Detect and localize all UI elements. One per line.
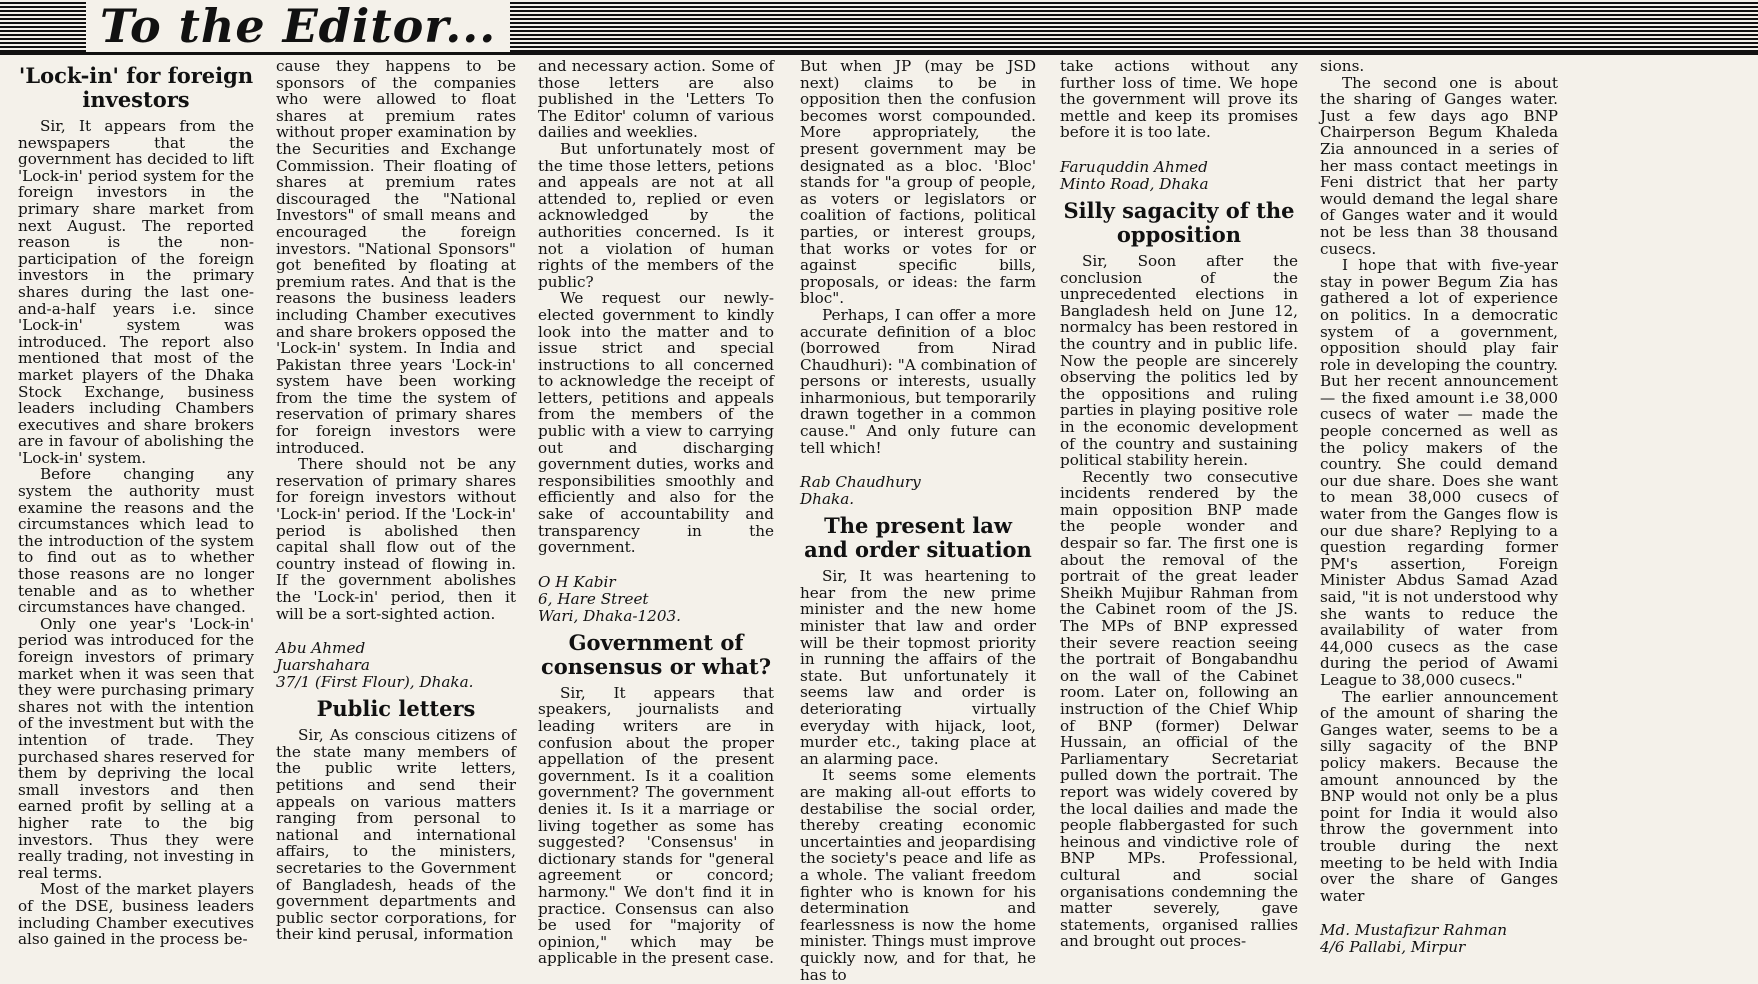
letter-paragraph: Sir, Soon after the conclusion of the unprecedented elections in Bangladesh held on June 12, normalcy has been restored in the country and in public life. Now the people are sincerely observing the politics led by the oppositions and ruling parties in playing positive role in the economic development of the country and sustaining political stability herein. xyxy=(1060,251,1298,470)
letter-paragraph: cause they happens to be sponsors of the companies who were allowed to float shares at premium rates without proper examination by the Securities and Exchange Commission. Their floating of shares at premium rates discouraged the "National Investors" of small means and encouraged the foreign investors. "National Sponsors" got benefited by floating at premium rates. And that is the reasons the business leaders including Chamber executives and share brokers opposed the 'Lock-in' system. In India and Pakistan three years 'Lock-in' system have been working from the time the system of reservation of primary shares for foreign investors were introduced. xyxy=(276,57,516,457)
letter-paragraph: Before changing any system the authority must examine the reasons and the circumstances which lead to the introduction of the system to find out as to whether those reasons are no longer tenable and as to whether circumstances have changed. xyxy=(18,465,254,617)
signature-address: Wari, Dhaka-1203. xyxy=(538,606,681,625)
signature-address: 37/1 (First Flour), Dhaka. xyxy=(276,673,474,692)
signature-name: Rab Chaudhury xyxy=(800,473,921,492)
masthead-title: To the Editor... xyxy=(86,0,510,52)
column-2 xyxy=(276,58,516,944)
letter-paragraph: We request our newly-elected government to kindly look into the matter and to issue strict and special instructions to all concerned to acknowledge the receipt of letters, petitions and appeals from the members of the public with a view to carrying out and discharging government duties, works and responsibilities smoothly and efficiently and also for the sake of accountability and transparency in the government. xyxy=(538,289,774,557)
letter-paragraph: Recently two consecutive incidents rendered by the main opposition BNP made the people wonder and despair so far. The first one is about the removal of the portrait of the great leader Sheikh Mujibur Rahman from the Cabinet room of the JS. The MPs of BNP expressed their severe reaction seeing the portrait of Bongabandhu on the wall of the Cabinet room. Later on, following an instruction of the Chief Whip of BNP (former) Delwar Hussain, an official of the Parliamentary Secretariat pulled down the portrait. The report was widely covered by the local dailies and made the people flabbergasted for such heinous and vindictive role of BNP MPs. Professional, cultural and social organisations condemning the matter severely, gave statements, organised rallies and brought out proces- xyxy=(1060,467,1298,951)
letter-paragraph: sions. xyxy=(1320,57,1365,75)
signature-name: Faruquddin Ahmed xyxy=(1060,157,1208,176)
letter-paragraph: Most of the market players of the DSE, business leaders including Chamber executives also gained in the process be- xyxy=(18,880,254,949)
letter-paragraph: But when JP (may be JSD next) claims to be in opposition then the confusion becomes worst compounded. More appropriately, the present government may be designated as a bloc. 'Bloc' stands for "a group of people, as voters or legislators or coalition of factions, political parties, or interest groups, that works or votes for or against specific bills, proposals, or ideas: the farm bloc". xyxy=(800,57,1036,308)
column-4 xyxy=(800,57,1036,984)
column-5 xyxy=(1060,57,1298,951)
letter-signature xyxy=(538,574,774,625)
letter-paragraph: and necessary action. Some of those letters are also published in the 'Letters To The Editor' column of various dailies and weeklies. xyxy=(538,57,774,142)
letter-heading-silly-sagacity: Silly sagacity of the opposition xyxy=(1063,197,1295,247)
letter-signature xyxy=(1060,159,1298,193)
signature-address: Minto Road, Dhaka xyxy=(1060,174,1209,193)
column-3 xyxy=(538,57,774,968)
letter-heading-law-and-order: The present law and order situation xyxy=(804,513,1032,563)
letter-paragraph: take actions without any further loss of time. We hope the government will prove its mettle and keep its promises before it is too late. xyxy=(1060,57,1298,142)
letter-heading-government-consensus: Government of consensus or what? xyxy=(540,629,772,679)
letter-paragraph: Perhaps, I can offer a more accurate definition of a bloc (borrowed from Nirad Chaudhuri): "A combination of persons or interests, usually inharmonious, but temporarily drawn together in a common cause." And only future can tell which! xyxy=(800,305,1036,457)
letter-paragraph: Sir, It was heartening to hear from the new prime minister and the new home minister that law and order will be their topmost priority in running the affairs of the state. But unfortunately it seems law and order is deteriorating virtually everyday with hijack, loot, murder etc., taking place at an alarming pace. xyxy=(800,567,1036,768)
letter-paragraph: I hope that with five-year stay in power Begum Zia has gathered a lot of experience on politics. In a democratic system of a government, opposition should play fair role in developing the country. But her recent announcement — the fixed amount i.e 38,000 cusecs of water — made the people concerned as well as the policy makers of the country. She could demand our due share. Does she want to mean 38,000 cusecs of water from the Ganges flow is our due share? Replying to a question regarding former PM's assertion, Foreign Minister Abdus Samad Azad said, "it is not understood why she wants to reduce the availability of water from 44,000 cusecs as the case during the period of Awami League to 38,000 cusecs." xyxy=(1320,256,1558,689)
signature-name: Md. Mustafizur Rahman xyxy=(1320,921,1508,940)
letter-paragraph: Sir, It appears from the newspapers that the government has decided to lift 'Lock-in' period system for the foreign investors in the primary share market from next August. The reported reason is the non-participation of the foreign investors in the primary shares during the last one-and-a-half years i.e. since 'Lock-in' system was introduced. The report also mentioned that most of the market players of the Dhaka Stock Exchange, business leaders including Chambers executives and share brokers are in favour of abolishing the 'Lock-in' system. xyxy=(18,117,254,467)
letter-paragraph: But unfortunately most of the time those letters, petions and appeals are not at all attended to, replied or even acknowledged by the authorities concerned. Is it not a violation of human rights of the members of the public? xyxy=(538,139,774,291)
letter-signature xyxy=(1320,922,1558,956)
letter-signature xyxy=(800,474,1036,508)
column-1 xyxy=(18,58,254,949)
letter-paragraph: Sir, It appears that speakers, journalists and leading writers are in confusion about the proper appellation of the present government. Is it a coalition government? The government denies it. Is it a marriage or living together as some has suggested? 'Consensus' in dictionary stands for "general agreement or concord; harmony." We don't find it in practice. Consensus can also be used for "majority of opinion," which may be applicable in the present case. xyxy=(538,683,774,968)
signature-address: Juarshahara xyxy=(276,656,370,675)
letter-paragraph: The earlier announcement of the amount of sharing the Ganges water, seems to be a silly sagacity of the BNP policy makers. Because the amount announced by the BNP would not only be a plus point for India it would also throw the government into trouble during the next meeting to be held with India over the share of Ganges water xyxy=(1320,687,1558,905)
letter-signature xyxy=(276,640,516,691)
letter-heading-lock-in: 'Lock-in' for foreign investors xyxy=(18,63,254,112)
signature-address: 6, Hare Street xyxy=(538,589,649,608)
masthead-banner xyxy=(0,0,1758,55)
signature-address: Dhaka. xyxy=(800,490,855,509)
letter-paragraph: There should not be any reservation of primary shares for foreign investors without 'Lock-in' period. If the 'Lock-in' period is abolished then capital shall flow out of the country instead of flowing in. If the government abolishes the 'Lock-in' period, then it will be a sort-sighted action. xyxy=(276,455,516,623)
signature-address: 4/6 Pallabi, Mirpur xyxy=(1320,938,1466,957)
letter-paragraph: It seems some elements are making all-out efforts to destabilise the social order, thereby creating economic uncertainties and jeopardising the society's peace and life as a whole. The valiant freedom fighter who is known for his determination and fearlessness is now the home minister. Things must improve quickly now, and for that, he has to xyxy=(800,766,1036,984)
letter-paragraph: The second one is about the sharing of Ganges water. Just a few days ago BNP Chairperson Begum Khaleda Zia announced in a series of her mass contact meetings in Feni district that her party would demand the legal share of Ganges water and it would not be less than 38 thousand cusecs. xyxy=(1320,73,1558,258)
signature-name: O H Kabir xyxy=(538,572,616,591)
column-6 xyxy=(1320,57,1558,957)
letter-heading-public-letters: Public letters xyxy=(316,696,476,722)
signature-name: Abu Ahmed xyxy=(276,639,366,658)
letter-paragraph: Only one year's 'Lock-in' period was introduced for the foreign investors of primary market when it was seen that they were purchasing primary shares not with the intention of the investment but with the intention of trade. They purchased shares reserved for them by depriving the local small investors and then earned profit by selling at a higher rate to the big investors. Thus they were really trading, not investing in real terms. xyxy=(18,614,254,882)
letter-paragraph: Sir, As conscious citizens of the state many members of the public write letters, petitions and send their appeals on various matters ranging from personal to national and international affairs, to the ministers, secretaries to the Government of Bangladesh, heads of the government departments and public sector corporations, for their kind perusal, information xyxy=(276,726,516,944)
